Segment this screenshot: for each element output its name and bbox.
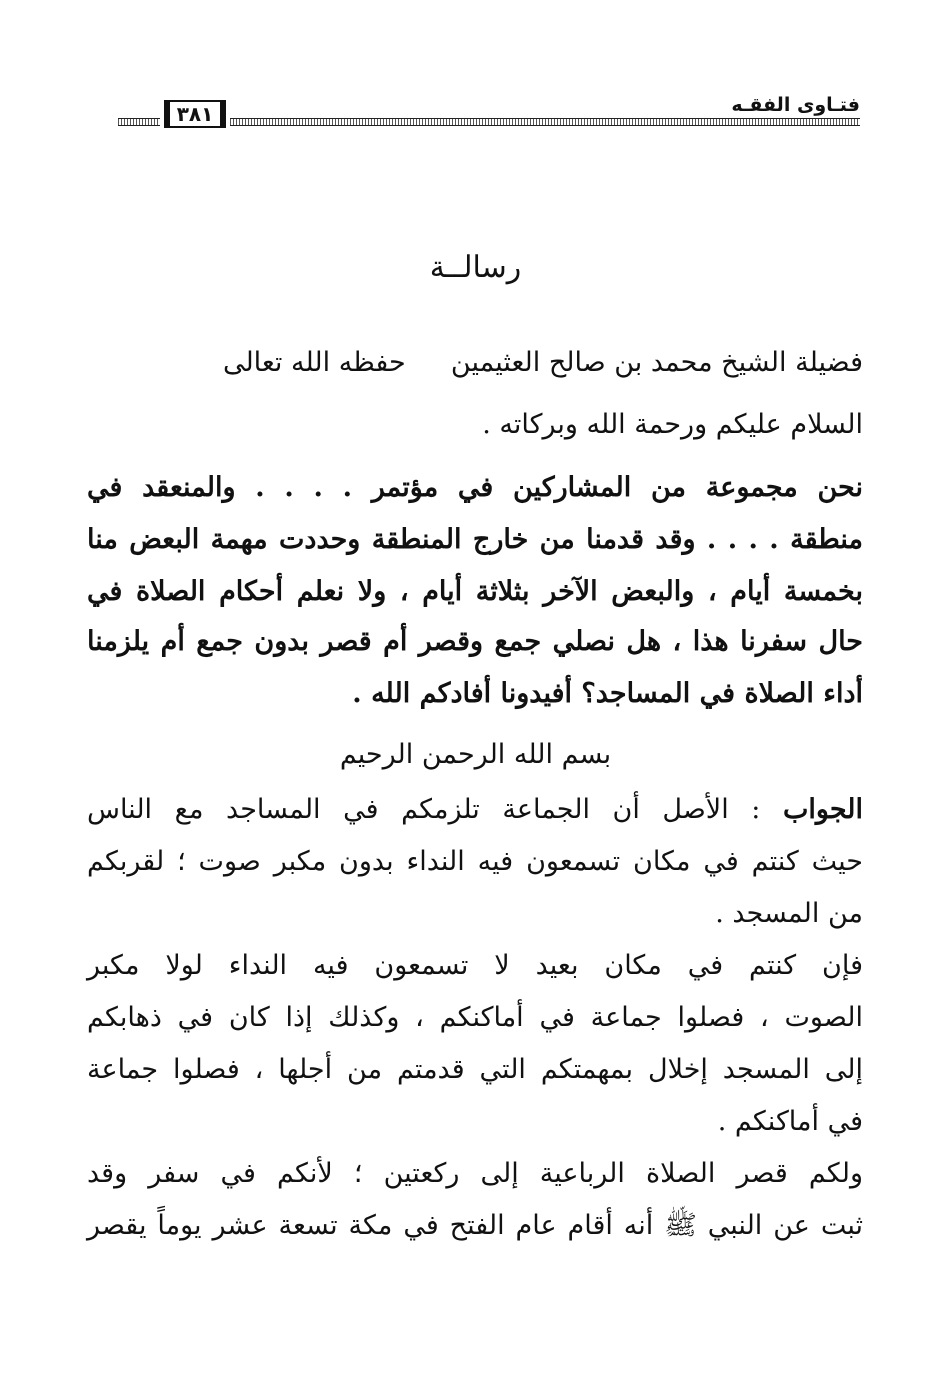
answer-line: ولكم قصر الصلاة الرباعية إلى ركعتين ؛ لأنكم في سفر وقد (87, 1158, 863, 1189)
answer-text: : الأصل أن الجماعة تلزمكم في المساجد مع الناس (87, 794, 761, 825)
page-number: ٣٨١ (164, 100, 226, 128)
answer-line: إلى المسجد إخلال بمهمتكم التي قدمتم من أجلها ، فصلوا جماعة (87, 1054, 863, 1085)
answer-line: حيث كنتم في مكان تسمعون فيه النداء بدون مكبر صوت ؛ لقربكم (87, 846, 863, 877)
question-line: حال سفرنا هذا ، هل نصلي جمع وقصر أم قصر بدون جمع أم يلزمنا (87, 626, 863, 657)
basmala: بسم الله الرحمن الرحيم (339, 739, 612, 770)
answer-line: فإن كنتم في مكان بعيد لا تسمعون فيه النداء لولا مكبر (87, 950, 863, 981)
page-title: رسالــة (429, 250, 522, 285)
running-title: فتـاوى الفقـه (731, 94, 860, 116)
addressee: فضيلة الشيخ محمد بن صالح العثيمين (450, 347, 863, 378)
running-header (118, 92, 860, 132)
addressee-line (87, 343, 863, 383)
question-line: أداء الصلاة في المساجد؟ أفيدونا أفادكم الله . (352, 678, 863, 709)
header-rule-left (118, 118, 160, 126)
greeting: السلام عليكم ورحمة الله وبركاته . (482, 409, 863, 440)
question-line: منطقة . . . . وقد قدمنا من خارج المنطقة وحددت مهمة البعض منا (87, 524, 863, 555)
answer-line: من المسجد . (715, 898, 863, 929)
answer-line: ثبت عن النبي ﷺ أنه أقام عام الفتح في مكة تسعة عشر يوماً يقصر (87, 1210, 863, 1241)
question-line: بخمسة أيام ، والبعض الآخر بثلاثة أيام ، ولا نعلم أحكام الصلاة في (87, 576, 863, 607)
header-rule-right (230, 118, 860, 126)
answer-line: في أماكنكم . (717, 1106, 863, 1137)
answer-line (87, 790, 863, 830)
answer-line: الصوت ، فصلوا جماعة في أماكنكم ، وكذلك إذا كان في ذهابكم (87, 1002, 863, 1033)
answer-label: الجواب (782, 794, 863, 825)
question-line: نحن مجموعة من المشاركين في مؤتمر . . . . والمنعقد في (87, 472, 863, 503)
blessing: حفظه الله تعالى (222, 347, 406, 378)
